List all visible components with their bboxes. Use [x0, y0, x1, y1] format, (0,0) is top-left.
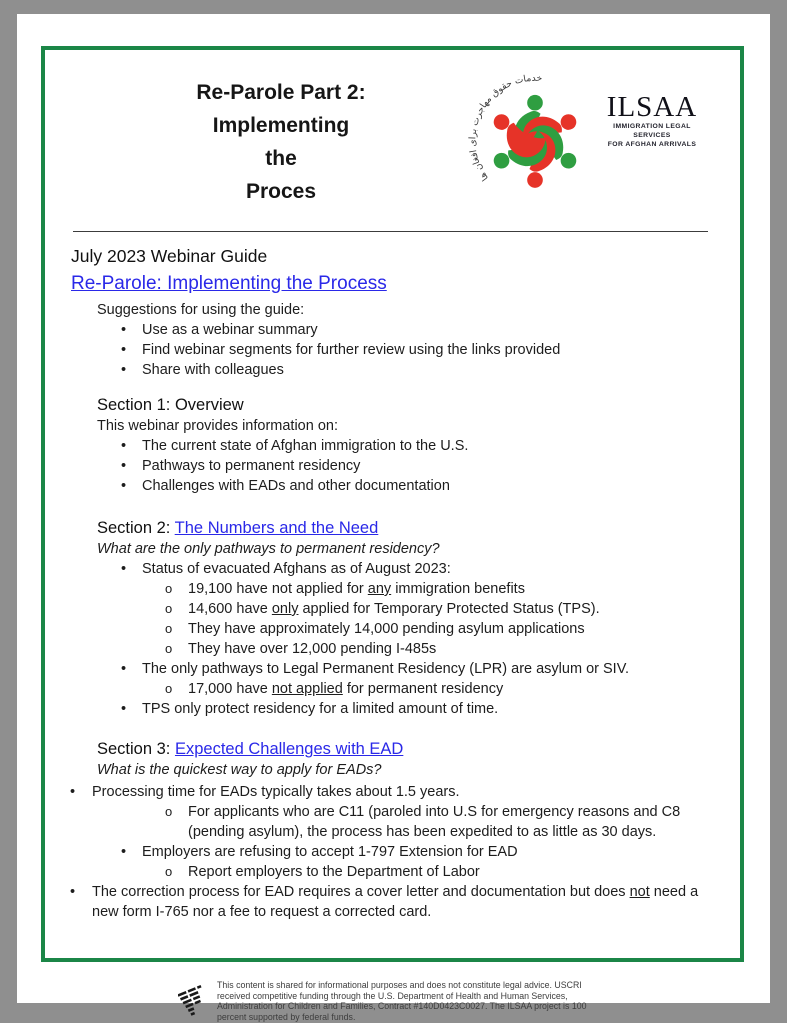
uscri-flag-icon: [178, 983, 208, 1019]
list-item: [188, 862, 714, 882]
webinar-guide-date: July 2023 Webinar Guide: [71, 246, 268, 266]
list-item-text: The only pathways to Legal Permanent Residency (LPR) are asylum or SIV.: [142, 661, 630, 677]
list-item-text: Pathways to permanent residency: [142, 458, 361, 474]
title-line-1: Re-Parole Part 2:: [196, 81, 366, 104]
list-item: [142, 842, 714, 862]
underlined-segment: any: [367, 581, 392, 597]
section-3-heading: [97, 738, 714, 760]
section-2-question: What are the only pathways to permanent residency?: [97, 541, 440, 557]
list-item-text: Use as a webinar summary: [142, 322, 318, 338]
list-item-text: TPS only protect residency for a limited amount of time.: [142, 701, 499, 717]
main-title-link-row: [71, 271, 714, 297]
logo-name: ILSAA: [606, 91, 698, 123]
text-segment: need a new form I-765 nor a fee to request a corrected card.: [92, 884, 699, 920]
text-segment: immigration benefits: [391, 581, 525, 597]
list-item: [142, 436, 714, 456]
logo-arc-text: خدمات حقوق مهاجرت برای افغان ها: [467, 72, 543, 183]
logo-subtitle-1: IMMIGRATION LEGAL SERVICES: [613, 123, 691, 139]
list-item: [188, 679, 714, 699]
reparole-process-link[interactable]: Re-Parole: Implementing the Process: [71, 273, 387, 294]
list-item: [188, 639, 714, 659]
suggestions-lead: Suggestions for using the guide:: [97, 302, 305, 318]
list-item-text: Share with colleagues: [142, 362, 284, 378]
list-item: [188, 619, 714, 639]
list-item: [142, 476, 714, 496]
list-item: [142, 699, 714, 719]
list-item-text: The current state of Afghan immigration to the U.S.: [142, 438, 469, 454]
section-2-link[interactable]: The Numbers and the Need: [174, 519, 379, 537]
document-header: [71, 50, 714, 231]
underlined-segment: only: [271, 601, 299, 617]
section-2-heading: [97, 517, 714, 539]
list-item-text: They have over 12,000 pending I-485s: [188, 641, 437, 657]
underlined-segment: not: [629, 884, 650, 900]
list-item: [142, 456, 714, 476]
header-divider: [73, 231, 708, 232]
list-item: [188, 579, 714, 599]
document-title: [71, 76, 491, 208]
section-2-prefix: Section 2:: [97, 519, 175, 537]
list-item-text: They have approximately 14,000 pending asylum applications: [188, 621, 585, 637]
title-line-2: Implementing: [212, 114, 350, 137]
ilsaa-logo-text: [598, 92, 706, 149]
section-3-question: What is the quickest way to apply for EADs?: [97, 762, 382, 778]
section-3-prefix: Section 3:: [97, 740, 175, 758]
text-segment: 14,600 have: [188, 601, 272, 617]
document-border-frame: [41, 46, 744, 962]
list-item: [92, 882, 714, 922]
list-item-text: For applicants who are C11 (paroled into U.S for emergency reasons and C8 (pending asylum), the process has been expedited to as little as 30 days.: [188, 804, 681, 840]
list-item: [142, 320, 714, 340]
text-segment: 19,100 have not applied for: [188, 581, 368, 597]
text-segment: applied for Temporary Protected Status (TPS).: [298, 601, 600, 617]
list-item: [142, 659, 714, 679]
section-1-lead: This webinar provides information on:: [97, 418, 338, 434]
list-item: [188, 802, 714, 842]
ilsaa-logo: [466, 60, 706, 210]
list-item: [188, 599, 714, 619]
logo-subtitle-2: FOR AFGHAN ARRIVALS: [607, 141, 697, 148]
list-item-text: Status of evacuated Afghans as of August 2023:: [142, 561, 451, 577]
title-line-3: the: [265, 147, 297, 170]
list-item: [142, 559, 714, 579]
section-3-link[interactable]: Expected Challenges with EAD: [174, 740, 404, 758]
list-item: [142, 360, 714, 380]
text-segment: for permanent residency: [342, 681, 504, 697]
page-footer: [17, 980, 770, 1022]
text-segment: The correction process for EAD requires a cover letter and documentation but does: [92, 884, 630, 900]
list-item: [142, 340, 714, 360]
text-segment: 17,000 have: [188, 681, 272, 697]
list-item-text: Find webinar segments for further review using the links provided: [142, 342, 561, 358]
title-line-4: Proces: [245, 180, 317, 203]
list-item-text: Challenges with EADs and other documentation: [142, 478, 450, 494]
list-item-text: Report employers to the Department of Labor: [188, 864, 480, 880]
list-item-text: Employers are refusing to accept 1-797 Extension for EAD: [142, 844, 518, 860]
footer-disclaimer: This content is shared for informational purposes and does not constitute legal advice. USCRI received competitive funding through the U.S. Department of Health and Human Services, Administration for Children and Families, Contract #140D0423C0027. The ILSAA project is 100 percent supported by federal funds.: [217, 980, 587, 1022]
list-item: [92, 782, 714, 802]
section-1-heading: Section 1: Overview: [97, 396, 244, 414]
ilsaa-logo-circle-icon: [466, 60, 604, 208]
document-page: [17, 14, 770, 1022]
list-item-text: Processing time for EADs typically takes about 1.5 years.: [92, 784, 460, 800]
underlined-segment: not applied: [271, 681, 343, 697]
